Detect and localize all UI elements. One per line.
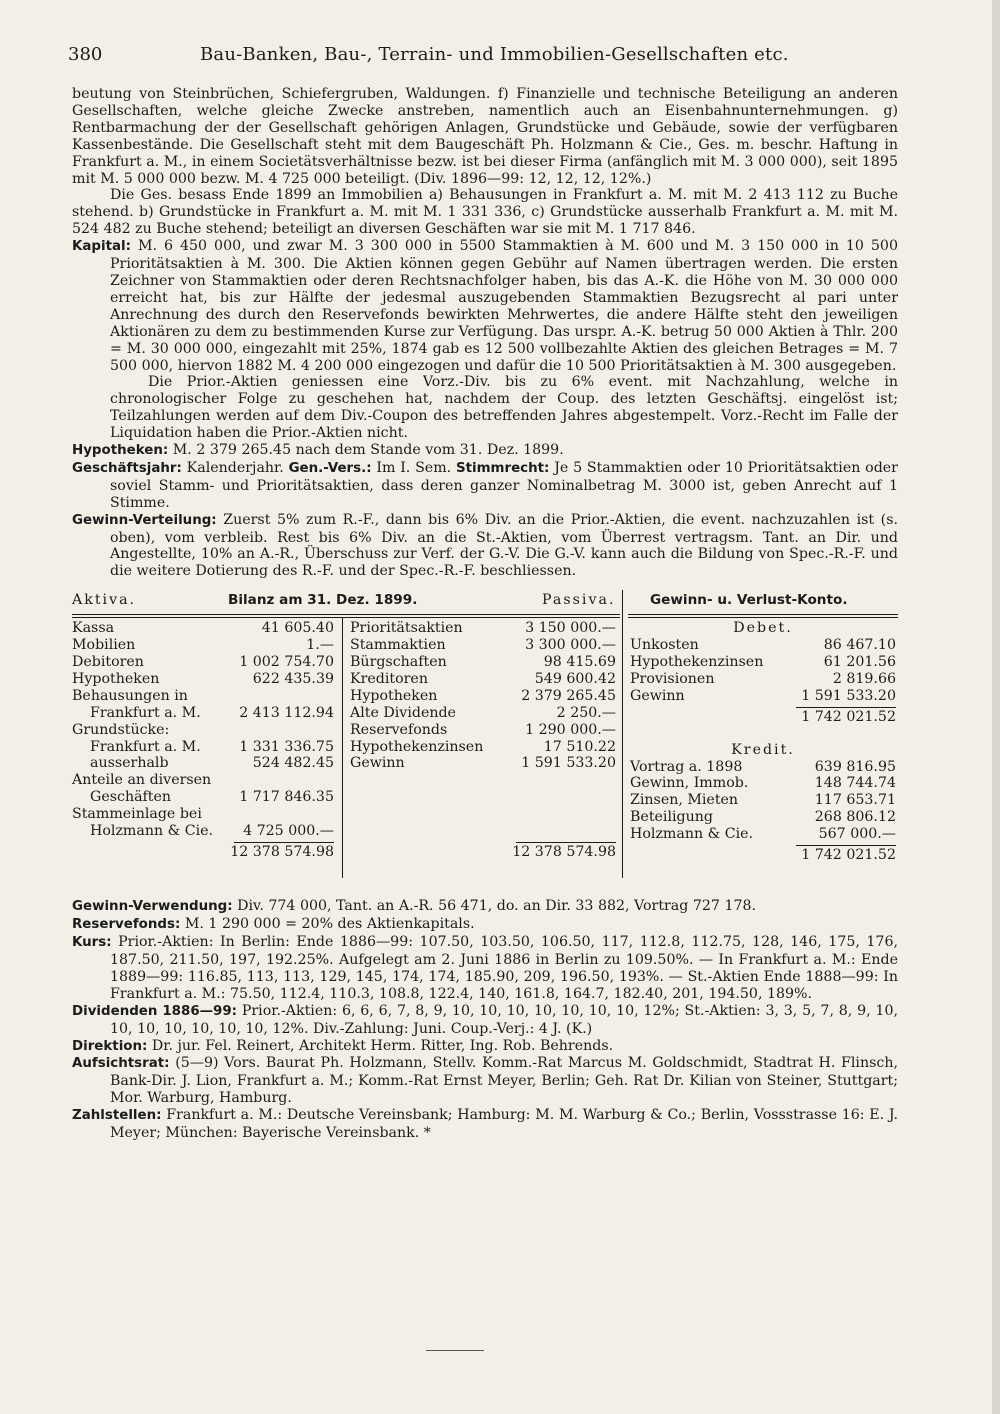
balance-divider-guv xyxy=(622,590,623,878)
passiva-row-label: Hypotheken xyxy=(350,687,438,704)
debet-heading: Debet. xyxy=(733,620,793,637)
aktiva-total-rule xyxy=(234,842,334,843)
bilanz-title: Bilanz am 31. Dez. 1899. xyxy=(228,592,418,609)
aktiva-row xyxy=(72,688,334,705)
aktiva-row-label: Anteile an diversen xyxy=(72,772,212,789)
debet-row-amount: 86 467.10 xyxy=(823,637,896,654)
kredit-row-label: Holzmann & Cie. xyxy=(630,826,754,843)
reservefonds-label: Reservefonds: xyxy=(72,917,181,933)
aktiva-row xyxy=(72,705,334,722)
debet-list xyxy=(630,637,896,705)
aktiva-row xyxy=(72,637,334,654)
passiva-row-label: Alte Dividende xyxy=(350,704,456,721)
guv-title: Gewinn- u. Verlust-Konto. xyxy=(650,592,848,609)
debet-row xyxy=(630,671,896,688)
aktiva-row-amount: 4 725 000.— xyxy=(243,822,334,839)
passiva-row-label: Hypothekenzinsen xyxy=(350,738,484,755)
debet-row-label: Provisionen xyxy=(630,670,715,687)
page-number: 380 xyxy=(68,44,103,65)
aktiva-row-label: Mobilien xyxy=(72,637,136,654)
kredit-row xyxy=(630,809,896,826)
passiva-row-amount: 3 300 000.— xyxy=(525,637,616,654)
hypotheken-section xyxy=(72,442,898,460)
kredit-row-label: Vortrag a. 1898 xyxy=(630,758,743,775)
kredit-row-amount: 567 000.— xyxy=(818,826,896,843)
prior-aktien-paragraph: Die Prior.-Aktien geniessen eine Vorz.-Div. bis zu 6% event. mit Nachzahlung, welche in chronologischer Folge zu geschehen hat, nachdem der Coup. des letzten Geschäftsj. eingelöst ist; Teilzahlungen werden auf dem Div.-Coupon des betreffenden Jahres abgestempelt. Vorz.-Recht im Falle der Liquidation haben die Prior.-Aktien nicht. xyxy=(110,374,898,442)
gen-vers-label: Gen.-Vers.: xyxy=(288,460,372,476)
debet-row xyxy=(630,654,896,671)
passiva-row xyxy=(350,671,616,688)
reservefonds-text: M. 1 290 000 = 20% des Aktienkapitals. xyxy=(184,916,475,933)
kapital-label: Kapital: xyxy=(72,239,131,255)
kredit-row-amount: 148 744.74 xyxy=(814,775,896,792)
kredit-row-amount: 639 816.95 xyxy=(814,758,896,775)
aktiva-total: 12 378 574.98 xyxy=(230,844,334,861)
guv-rule-2 xyxy=(628,617,898,618)
page-body xyxy=(72,86,898,1142)
passiva-total-rule xyxy=(516,842,616,843)
aktiva-row-amount: 1 717 846.35 xyxy=(239,789,334,806)
debet-row xyxy=(630,688,896,705)
gen-vers-text: Im I. Sem. xyxy=(376,459,452,476)
aktiva-row-label: Debitoren xyxy=(72,654,144,671)
geschaeftsjahr-section xyxy=(72,460,898,512)
kredit-row xyxy=(630,826,896,843)
aktiva-row-label: ausserhalb xyxy=(90,755,169,772)
hypotheken-text: M. 2 379 265.45 nach dem Stande vom 31. Dez. 1899. xyxy=(172,442,564,459)
aktiva-row-label: Geschäften xyxy=(90,789,172,806)
page-header xyxy=(68,44,898,74)
kredit-row-label: Zinsen, Mieten xyxy=(630,792,739,809)
passiva-row-label: Prioritätsaktien xyxy=(350,620,463,637)
passiva-row-amount: 549 600.42 xyxy=(534,670,616,687)
kapital-section xyxy=(72,238,898,374)
aktiva-row xyxy=(72,789,334,806)
debet-row xyxy=(630,637,896,654)
kredit-total: 1 742 021.52 xyxy=(801,846,896,863)
aktiva-row xyxy=(72,671,334,688)
debet-row-amount: 1 591 533.20 xyxy=(801,687,896,704)
gewinn-verteilung-label: Gewinn-Verteilung: xyxy=(72,512,217,528)
gewinn-verwendung-section xyxy=(72,898,898,916)
kredit-list xyxy=(630,759,896,843)
zahlstellen-section xyxy=(72,1107,898,1142)
aktiva-row xyxy=(72,620,334,637)
gewinn-verwendung-text: Div. 774 000, Tant. an A.-R. 56 471, do. an Dir. 33 882, Vortrag 727 178. xyxy=(237,898,757,915)
aktiva-row-amount: 1 002 754.70 xyxy=(239,654,334,671)
passiva-row xyxy=(350,739,616,756)
zahlstellen-text: Frankfurt a. M.: Deutsche Vereinsbank; Hamburg: M. M. Warburg & Co.; Berlin, Vossstrasse 16: E. J. Meyer; München: Bayerische Vereinsbank. * xyxy=(110,1107,899,1142)
kurs-text: Prior.-Aktien: In Berlin: Ende 1886—99: 107.50, 103.50, 106.50, 117, 112.8, 112.75, 128, 146, 175, 176, 187.50, 211.50, 197, 192.25%. Aufgelegt am 2. Juni 1886 in Berlin zu 109.50%. — In Frankfurt a. M.: Ende 1889—99: 116.85, 113, 113, 129, 145, 174, 174, 185.90, 209, 196.50, 193%. — St.-Aktien Ende 1888—99: In Frankfurt a. M.: 75.50, 112.4, 110.3, 108.8, 122.4, 140, 161.8, 164.7, 182.40, 201, 194.50, 189%. xyxy=(110,934,898,1002)
balance-rule-left xyxy=(72,614,620,615)
aktiva-row xyxy=(72,772,334,789)
balance-rule-left-2 xyxy=(72,617,620,618)
guv-column xyxy=(630,620,896,864)
passiva-row-amount: 1 290 000.— xyxy=(525,721,616,738)
kapital-text: M. 6 450 000, und zwar M. 3 300 000 in 5500 Stammaktien à M. 600 und M. 3 150 000 in 10 500 Prioritätsaktien à M. 300. Die Aktien können gegen Gebühr auf Namen übertragen werden. Die ersten Zeichner von Stammaktien oder deren Rechtsnachfolger haben, bis das A.-K. die Höhe von M. 30 000 000 erreicht hat, bis zur Hälfte der jedesmal auszugebenden Stammaktien Bezugsrecht al pari unter Anrechnung des durch den Reservefonds bewirkten Mehrwertes, die andere Hälfte steht den jeweiligen Aktionären zu dem zu bestimmenden Kurse zur Verfügung. Das urspr. A.-K. betrug 50 000 Aktien à Thlr. 200 = M. 30 000 000, eingezahlt mit 25%, 1874 gab es 12 500 vollbezahlte Aktien des gleichen Betrages = M. 7 500 000, hiervon 1882 M. 4 200 000 eingezogen und dafür die 10 500 Prioritätsaktien à M. 300 ausgegeben. xyxy=(110,238,898,374)
passiva-row-amount: 1 591 533.20 xyxy=(521,755,616,772)
aktiva-row-amount: 1.— xyxy=(306,637,334,654)
aktiva-row xyxy=(72,654,334,671)
aktiva-row xyxy=(72,739,334,756)
aktiva-row xyxy=(72,823,334,840)
kurs-section xyxy=(72,934,898,1003)
aktiva-row-label: Holzmann & Cie. xyxy=(90,822,214,839)
debet-row-label: Unkosten xyxy=(630,637,699,654)
kredit-row xyxy=(630,759,896,776)
passiva-row-label: Kreditoren xyxy=(350,670,428,687)
passiva-row-label: Stammaktien xyxy=(350,637,446,654)
stimmrecht-label: Stimmrecht: xyxy=(455,460,550,476)
debet-row-amount: 2 819.66 xyxy=(832,670,896,687)
passiva-row-amount: 17 510.22 xyxy=(543,738,616,755)
passiva-row-amount: 2 379 265.45 xyxy=(521,687,616,704)
kredit-total-row xyxy=(630,847,896,864)
kredit-total-rule xyxy=(796,845,896,846)
kredit-row xyxy=(630,775,896,792)
aktiva-row-label: Behausungen in xyxy=(72,687,188,704)
balance-header xyxy=(72,590,898,612)
passiva-row xyxy=(350,620,616,637)
passiva-row-amount: 98 415.69 xyxy=(543,654,616,671)
aufsichtsrat-section xyxy=(72,1055,898,1107)
geschaeftsjahr-label: Geschäftsjahr: xyxy=(72,460,182,476)
running-title: Bau-Banken, Bau-, Terrain- und Immobilien-Gesellschaften etc. xyxy=(200,44,789,65)
direktion-text: Dr. jur. Fel. Reinert, Architekt Herm. Ritter, Ing. Rob. Behrends. xyxy=(151,1037,614,1054)
kredit-row-amount: 268 806.12 xyxy=(814,809,896,826)
passiva-row-label: Gewinn xyxy=(350,755,405,772)
aktiva-row-label: Kassa xyxy=(72,620,115,637)
kredit-row xyxy=(630,792,896,809)
immobilien-paragraph: Die Ges. besass Ende 1899 an Immobilien a) Behausungen in Frankfurt a. M. mit M. 2 413 112 zu Buche stehend. b) Grundstücke in Frankfurt a. M. mit M. 1 331 336, c) Grundstücke ausserhalb Frankfurt a. M. mit M. 524 482 zu Buche stehend; beteiligt an diversen Geschäften war sie mit M. 1 717 846. xyxy=(72,187,898,238)
intro-paragraph: beutung von Steinbrüchen, Schiefergruben, Waldungen. f) Finanzielle und technische Beteiligung an anderen Gesellschaften, welche gleiche Zwecke anstreben, namentlich auch an Eisenbahnunternehmungen. g) Rentbarmachung der der Gesellschaft gehörigen Anlagen, Grundstücke und Gebäude, sowie der verfügbaren Kassenbestände. Die Gesellschaft steht mit dem Baugeschäft Ph. Holzmann & Cie., Ges. m. beschr. Haftung in Frankfurt a. M., in einem Societätsverhältnisse bezw. ist bei dieser Firma (anfänglich mit M. 3 000 000), seit 1895 mit M. 5 000 000 bezw. M. 4 725 000 beteiligt. (Div. 1896—99: 12, 12, 12, 12%.) xyxy=(72,86,898,187)
gewinn-verwendung-label: Gewinn-Verwendung: xyxy=(72,899,233,915)
passiva-row-label: Reservefonds xyxy=(350,721,448,738)
debet-row-amount: 61 201.56 xyxy=(823,654,896,671)
passiva-row xyxy=(350,688,616,705)
zahlstellen-label: Zahlstellen: xyxy=(72,1108,162,1124)
reservefonds-section xyxy=(72,916,898,934)
passiva-row xyxy=(350,755,616,772)
guv-rule xyxy=(628,614,898,615)
debet-row-label: Hypothekenzinsen xyxy=(630,654,764,671)
debet-total: 1 742 021.52 xyxy=(801,708,896,725)
aktiva-row-amount: 2 413 112.94 xyxy=(239,704,334,721)
passiva-row-amount: 2 250.— xyxy=(556,704,616,721)
aktiva-row-amount: 622 435.39 xyxy=(252,670,334,687)
aktiva-row xyxy=(72,806,334,823)
aktiva-column xyxy=(72,620,334,840)
debet-total-rule xyxy=(796,707,896,708)
aktiva-row-amount: 1 331 336.75 xyxy=(239,738,334,755)
aktiva-row-label: Hypotheken xyxy=(72,670,160,687)
guv-gap xyxy=(630,726,896,742)
balance-sheet xyxy=(72,590,898,888)
kurs-label: Kurs: xyxy=(72,935,112,951)
hypotheken-label: Hypotheken: xyxy=(72,443,169,459)
aktiva-row-label: Frankfurt a. M. xyxy=(90,704,201,721)
gewinn-verteilung-section xyxy=(72,512,898,581)
end-rule xyxy=(426,1350,484,1351)
dividenden-label: Dividenden 1886—99: xyxy=(72,1003,238,1019)
balance-divider-mid xyxy=(342,618,343,878)
passiva-row xyxy=(350,637,616,654)
aktiva-row xyxy=(72,722,334,739)
passiva-column xyxy=(350,620,616,772)
aktiva-row-label: Frankfurt a. M. xyxy=(90,738,201,755)
aktiva-row-label: Grundstücke: xyxy=(72,721,170,738)
debet-row-label: Gewinn xyxy=(630,687,685,704)
geschaeftsjahr-text: Kalenderjahr. xyxy=(186,459,284,476)
aktiva-row-label: Stammeinlage bei xyxy=(72,806,202,823)
kredit-row-amount: 117 653.71 xyxy=(814,792,896,809)
aktiva-heading: Aktiva. xyxy=(72,592,137,609)
passiva-row-amount: 3 150 000.— xyxy=(525,620,616,637)
kredit-row-label: Gewinn, Immob. xyxy=(630,775,749,792)
dividenden-section xyxy=(72,1003,898,1038)
kredit-row-label: Beteiligung xyxy=(630,809,713,826)
passiva-total: 12 378 574.98 xyxy=(512,844,616,861)
passiva-row-label: Bürgschaften xyxy=(350,654,447,671)
aufsichtsrat-label: Aufsichtsrat: xyxy=(72,1056,170,1072)
gewinn-verteilung-text: Zuerst 5% zum R.-F., dann bis 6% Div. an die Prior.-Aktien, die event. nachzuzahlen ist (s. oben), vom verbleib. Rest bis 6% Div. an die St.-Aktien, vom Überrest vertragsm. Tant. an Dir. und Angestellte, 10% an A.-R., Überschuss zur Verf. der G.-V. Die G.-V. kann auch die Bildung von Spec.-R.-F. und die weitere Dotierung des R.-F. und der Spec.-R.-F. beschliessen. xyxy=(110,511,898,580)
passiva-heading: Passiva. xyxy=(542,592,616,609)
stimmrecht-text: Je 5 Stammaktien oder 10 Prioritätsaktien oder soviel Stamm- und Prioritätsaktien, dass deren ganzer Nominalbetrag M. 3000 ist, geben Anrecht auf 1 Stimme. xyxy=(110,459,898,511)
aktiva-row-amount: 41 605.40 xyxy=(261,620,334,637)
page-edge xyxy=(992,0,1000,1414)
aktiva-row-amount: 524 482.45 xyxy=(252,755,334,772)
passiva-row xyxy=(350,705,616,722)
debet-total-row xyxy=(630,709,896,726)
kredit-heading: Kredit. xyxy=(731,741,795,758)
aktiva-row xyxy=(72,755,334,772)
direktion-section xyxy=(72,1038,898,1056)
dividenden-text: Prior.-Aktien: 6, 6, 6, 7, 8, 9, 10, 10, 10, 10, 10, 10, 10, 12%; St.-Aktien: 3, 3, 5, 7, 8, 9, 10, 10, 10, 10, 10, 10, 10, 12%. Div.-Zahlung: Juni. Coup.-Verj.: 4 J. (K.) xyxy=(110,1002,898,1037)
passiva-row xyxy=(350,722,616,739)
aufsichtsrat-text: (5—9) Vors. Baurat Ph. Holzmann, Stellv. Komm.-Rat Marcus M. Goldschmidt, Stadtrat H. Flinsch, Bank-Dir. J. Lion, Frankfurt a. M.; Komm.-Rat Ernst Meyer, Berlin; Geh. Rat Dr. Kilian von Steiner, Stuttgart; Mor. Warburg, Hamburg. xyxy=(110,1055,898,1107)
passiva-row xyxy=(350,654,616,671)
direktion-label: Direktion: xyxy=(72,1038,148,1054)
